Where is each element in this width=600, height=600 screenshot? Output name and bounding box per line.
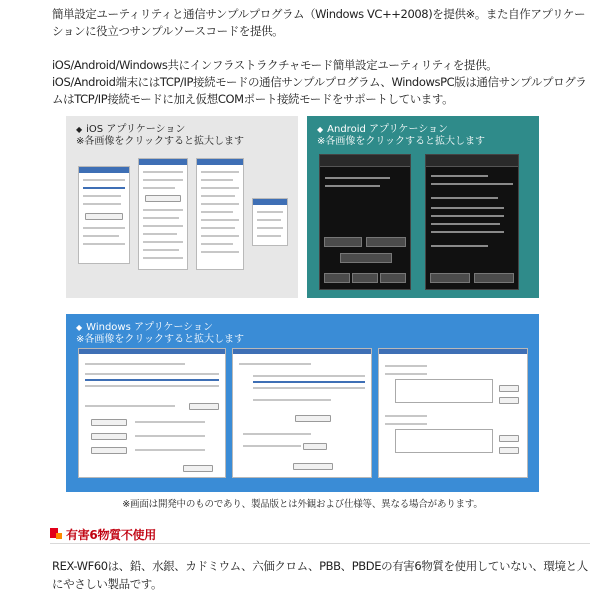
windows-panel-title: Windows アプリケーション [86, 322, 213, 333]
windows-screenshot-3[interactable] [378, 348, 528, 478]
android-screenshot-1[interactable] [319, 154, 411, 290]
intro-line-2: iOS/Android/Windows共にインフラストラクチャモード簡単設定ユーティリティを提供。 [52, 58, 498, 72]
ios-screenshot-3[interactable] [196, 158, 244, 270]
intro-text [52, 6, 592, 108]
intro-line-3: iOS/Android端末にはTCP/IP接続モードの通信サンプルプログラム、WindowsPC版は通信サンプルプログラムはTCP/IP接続モードに加え仮想COMポート接続モードをサポートしています。 [52, 75, 587, 106]
windows-screenshot-1[interactable] [78, 348, 226, 478]
rohs-description: REX-WF60は、鉛、水銀、カドミウム、六価クロム、PBB、PBDEの有害6物質を使用していない、環境と人にやさしい製品です。 [52, 559, 588, 591]
ios-screenshot-4[interactable] [252, 198, 288, 246]
intro-line-1: 簡単設定ユーティリティと通信サンプルプログラム（Windows VC++2008)を提供※。また自作アプリケーションに役立つサンプルソースコードを提供。 [52, 7, 586, 38]
diamond-icon: ◆ [76, 323, 83, 332]
section-title: 有害6物質不使用 [66, 528, 156, 542]
android-app-panel [307, 116, 539, 298]
ios-screenshot-2[interactable] [138, 158, 188, 270]
ios-screenshot-1[interactable] [78, 166, 130, 264]
android-panel-subtitle: ※各画像をクリックすると拡大します [317, 136, 485, 147]
windows-panel-subtitle: ※各画像をクリックすると拡大します [76, 334, 244, 345]
ios-panel-subtitle: ※各画像をクリックすると拡大します [76, 136, 244, 147]
android-panel-title: Android アプリケーション [327, 124, 448, 135]
ios-app-panel [66, 116, 298, 298]
windows-screenshot-2[interactable] [232, 348, 372, 478]
section-heading [50, 524, 590, 544]
ios-panel-title: iOS アプリケーション [86, 124, 186, 135]
section-marker-accent-icon [56, 533, 62, 539]
android-screenshot-2[interactable] [425, 154, 519, 290]
windows-app-panel [66, 314, 539, 492]
disclaimer-note: ※画面は開発中のものであり、製品版とは外観および仕様等、異なる場合があります。 [122, 499, 483, 510]
diamond-icon: ◆ [76, 125, 83, 134]
diamond-icon: ◆ [317, 125, 324, 134]
